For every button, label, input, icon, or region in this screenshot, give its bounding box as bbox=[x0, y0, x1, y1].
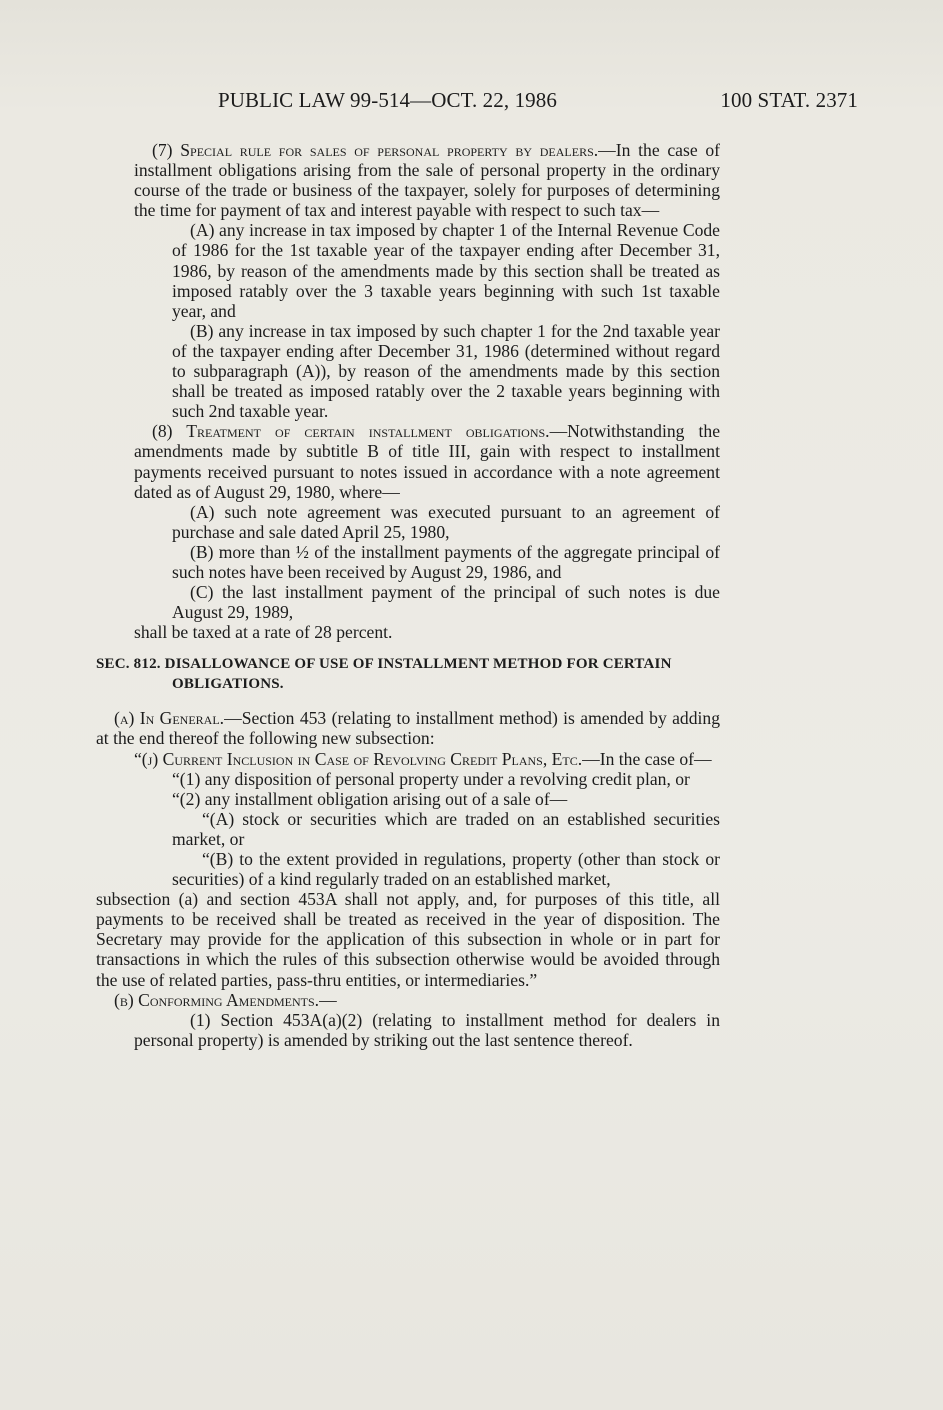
statute-page-number: 100 STAT. 2371 bbox=[720, 88, 858, 112]
paragraph-7-a: (A) any increase in tax imposed by chapter 1 of the Internal Revenue Code of 1986 for the 1st taxable year of the taxpayer ending after December 31, 1986, by reason of the amendments made by this section shall be treated as imposed ratably over the 3 taxable years beginning with such 1st taxable year, and bbox=[172, 220, 720, 321]
section-812-heading: SEC. 812. DISALLOWANCE OF USE OF INSTALLMENT METHOD FOR CERTAIN OBLIGATIONS. bbox=[96, 656, 672, 693]
paragraph-8-b: (B) more than ½ of the installment payments of the aggregate principal of such notes have been received by August 29, 1986, and bbox=[172, 541, 720, 582]
subsection-j-text: —In the case of— bbox=[582, 748, 712, 769]
subsection-b-text: — bbox=[319, 989, 337, 1010]
subsection-j bbox=[96, 749, 720, 769]
paragraph-7-text: —In the case of installment obligations arising from the sale of personal property in the ordinary course of the trade or business of the taxpayer, solely for purposes of determining the time for payment of tax and interest payable with respect to such tax— bbox=[134, 140, 721, 221]
paragraph-7-b: (B) any increase in tax imposed by such chapter 1 for the 2nd taxable year of the taxpayer ending after December 31, 1986 (determined without regard to subparagraph (A)), by reason of the amendments made by this section shall be treated as imposed ratably over the 2 taxable years beginning with such 2nd taxable year. bbox=[172, 320, 720, 422]
public-law-citation: PUBLIC LAW 99-514—OCT. 22, 1986 bbox=[218, 88, 557, 112]
paragraph-8-a: (A) such note agreement was executed pursuant to an agreement of purchase and sale dated April 25, 1980, bbox=[172, 501, 720, 542]
subsection-j-2-a: “(A) stock or securities which are traded on an established securities market, or bbox=[172, 808, 720, 849]
subsection-j-closing: subsection (a) and section 453A shall not apply, and, for purposes of this title, all payments to be received shall be treated as received in the year of disposition. The Secretary may provide for the application of this subsection in whole or in part for transactions in which the rules of this subsection otherwise would be avoided through the use of related parties, pass-thru entities, or intermediaries.” bbox=[96, 889, 720, 990]
document-body bbox=[96, 140, 720, 1050]
subsection-j-heading: “(j) Current Inclusion in Case of Revolving Credit Plans, Etc. bbox=[134, 748, 583, 769]
page-header bbox=[218, 88, 858, 118]
paragraph-8-heading: (8) Treatment of certain installment obligations. bbox=[152, 421, 550, 442]
subsection-b-heading: (b) Conforming Amendments. bbox=[114, 989, 320, 1010]
subsection-b bbox=[96, 990, 720, 1010]
subsection-a bbox=[96, 708, 720, 748]
subsection-j-1: “(1) any disposition of personal property under a revolving credit plan, or bbox=[172, 768, 690, 789]
paragraph-7 bbox=[96, 140, 720, 220]
paragraph-8-c: (C) the last installment payment of the principal of such notes is due August 29, 1989, bbox=[172, 582, 720, 623]
paragraph-8-text: —Notwithstanding the amendments made by subtitle B of title III, gain with respect to installment payments received pursuant to notes issued in accordance with a note agreement dated as of August 29, 1980, where— bbox=[134, 421, 720, 502]
paragraph-8-closing: shall be taxed at a rate of 28 percent. bbox=[134, 622, 393, 643]
subsection-j-2: “(2) any installment obligation arising out of a sale of— bbox=[172, 788, 568, 809]
paragraph-7-heading: (7) Special rule for sales of personal property by dealers. bbox=[152, 140, 599, 160]
subsection-a-text: —Section 453 (relating to installment method) is amended by adding at the end thereof the following new subsection: bbox=[96, 708, 721, 749]
subsection-b-1: (1) Section 453A(a)(2) (relating to installment method for dealers in personal property) is amended by striking out the last sentence thereof. bbox=[134, 1009, 720, 1050]
paragraph-8 bbox=[96, 421, 720, 501]
subsection-a-heading: (a) In General. bbox=[114, 708, 225, 729]
subsection-j-2-b: “(B) to the extent provided in regulations, property (other than stock or securities) of a kind regularly traded on an established market, bbox=[172, 849, 720, 890]
